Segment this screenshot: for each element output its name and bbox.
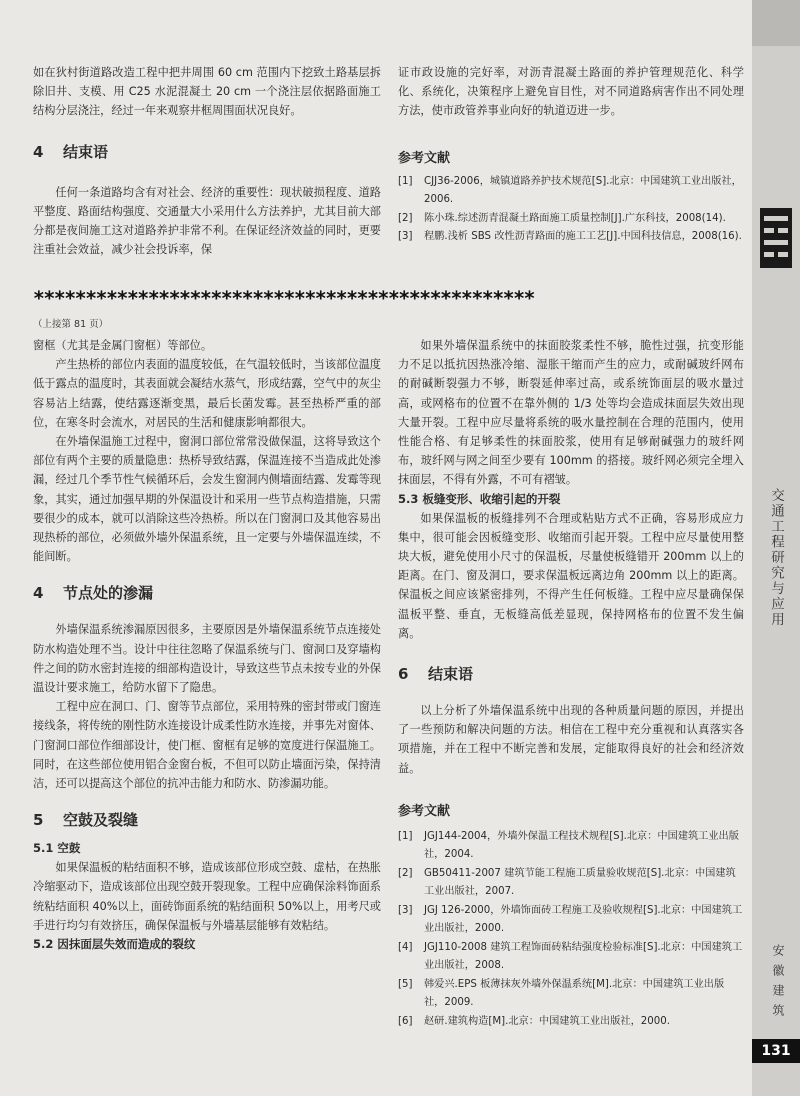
body-paragraph: 证市政设施的完好率，对沥青混凝土路面的养护管理规范化、科学化、系统化，决策程序上避免盲目性，对不同道路病害作出不同处理方法，使市政管养事业向好的轨道迈进一步。: [398, 66, 744, 118]
references-list: [398, 828, 744, 1032]
reference-index: [3]: [398, 231, 413, 243]
reference-text: 陈小珠.综述沥青混凝土路面施工质量控制[J].广东科技，2008(14).: [424, 212, 726, 224]
references-heading: 参考文献: [398, 150, 451, 166]
section-heading: [398, 663, 744, 685]
section-title: 结束语: [428, 665, 474, 684]
body-paragraph: 产生热桥的部位内表面的温度较低，在气温较低时，当该部位温度低于露点的温度时，其表面就会凝结水蒸气，形成结露，空气中的灰尘容易沾上结露，使结露逐渐变黑，最后长菌发霉。甚至热桥严重的部位，在寒冬时会流水，对居民的生活和健康影响都很大。: [33, 358, 381, 429]
upper-left-column: [33, 63, 381, 259]
section-heading: [33, 582, 381, 604]
reference-index: [5]: [398, 978, 413, 990]
body-paragraph: 如果保温板的板缝排列不合理或粘贴方式不正确，容易形成应力集中，很可能会因板缝变形、收缩而引起开裂。工程中应尽量使用整块大板，避免使用小尺寸的保温板，尽量使板缝错开 200mm 以上的距离。在门、窗及洞口，要求保温板远离边角 200mm 以上的距离。保温板之间应该紧密排列，不得产生任何板缝。工程中应尽量确保保温板平整、垂直，无板缝高低差显现，保持网格布的位置不发生偏离。: [398, 511, 744, 640]
section-number: 4: [33, 142, 44, 161]
reference-index: [6]: [398, 1015, 413, 1027]
section-title: 节点处的渗漏: [63, 584, 154, 603]
reference-item: [398, 865, 744, 902]
reference-text: 程鹏.浅析 SBS 改性沥青路面的施工工艺[J].中国科技信息，2008(16).: [424, 231, 742, 243]
reference-item: [398, 902, 744, 939]
body-paragraph: 任何一条道路均含有对社会、经济的重要性：现状破损程度、道路平整度、路面结构强度、交通量大小采用什么方法养护，尤其目前大部分都是夜间施工这对道路养护非常不利。在保证经济效益的同时，更要注重社会效益，减少社会投诉率，保: [33, 185, 381, 257]
intro-paragraph: 如在狄村街道路改造工程中把井周围 60 cm 范围内下挖致土路基层拆除旧井、支模、用 C25 水泥混凝土 20 cm 一个浇注层依据路面施工结构分层浇注，经过一年来观察井框周围面状况良好。: [33, 66, 381, 118]
reference-text: 赵研.建筑构造[M].北京：中国建筑工业出版社，2000.: [424, 1015, 670, 1027]
references-heading: 参考文献: [398, 803, 451, 819]
section-heading: [33, 809, 381, 831]
subsection-heading: 5.1 空鼓: [33, 841, 81, 856]
body-paragraph: 工程中应在洞口、门、窗等节点部位，采用特殊的密封带或门窗连接线条，将传统的刚性防水连接设计成柔性防水连接，并事先对窗体、门窗洞口部位作细部设计，使门框、窗框有足够的宽度进行保温施工。同时，在这些部位使用铝合金窗台板，不但可以防止墙面污染，保持清洁，还可以提高这个部位的抗冲击能力和防水、防渗漏功能。: [33, 700, 381, 791]
section-number: 5: [33, 811, 44, 830]
reference-index: [2]: [398, 867, 413, 879]
continuation-note: （上接第 81 页）: [33, 319, 109, 330]
reference-item: [398, 828, 744, 865]
sidebar: [752, 0, 800, 1096]
body-paragraph: 如果外墙保温系统中的抹面胶浆柔性不够，脆性过强，抗变形能力不足以抵抗因热涨冷缩、湿胀干缩而产生的应力，或耐碱玻纤网布的耐碱断裂强力不够，断裂延伸率过高，或系统饰面层的吸水量过高，或网格布的位置不在靠外侧的 1/3 处等均会造成抹面层失效出现大量开裂。工程中应尽量将系统的吸水量控制在合理的范围内，使用性能合格、有足够柔性的抹面胶浆，使用有足够耐碱强力的玻纤网布，玻纤网与网之间至少要有 100mm 的搭接。玻纤网必须完全埋入抹面层，不得有外露，不可有褶皱。: [398, 339, 744, 487]
reference-text: 韩爱兴.EPS 板薄抹灰外墙外保温系统[M].北京：中国建筑工业出版社，2009.: [424, 978, 725, 1009]
subsection-heading: 5.2 因抹面层失效而造成的裂纹: [33, 937, 196, 952]
upper-right-column: [398, 63, 744, 247]
section-number: 6: [398, 665, 409, 684]
body-paragraph: 在外墙保温施工过程中，窗洞口部位常常没做保温，这将导致这个部位有两个主要的质量隐患：热桥导致结露，保温连接不当造成此处渗漏，经过几个季节性气候循环后，会发生窗洞内侧墙面结露、发霉等现象，其实，通过加强早期的外保温设计和采用一些节点构造措施，只需要很少的成本，就可以消除这些冷热桥。所以在门窗洞口及其他容易出现热桥的部位，必须做外墙外保温系统，且一定要与外墙保温连续，不能间断。: [33, 435, 381, 564]
body-paragraph: 窗框（尤其是金属门窗框）等部位。: [33, 339, 213, 352]
reference-item: [398, 939, 744, 976]
references-list: [398, 173, 744, 247]
reference-item: [398, 210, 744, 229]
section-heading: [33, 141, 381, 163]
reference-text: JGJ110-2008 建筑工程饰面砖粘结强度检验标准[S].北京：中国建筑工业出版社，2008.: [424, 941, 743, 972]
reference-text: CJJ36-2006，城镇道路养护技术规范[S].北京：中国建筑工业出版社，2006.: [424, 175, 742, 206]
region-label: 安徽建筑: [771, 944, 785, 1024]
page-number: 131: [752, 1039, 800, 1063]
reference-item: [398, 976, 744, 1013]
star-divider: ************************************************: [33, 287, 535, 310]
reference-index: [1]: [398, 175, 413, 187]
reference-text: JGJ144-2004，外墙外保温工程技术规程[S].北京：中国建筑工业出版社，2004.: [424, 830, 739, 861]
reference-item: [398, 173, 744, 210]
reference-item: [398, 228, 744, 247]
sidebar-top-band: [752, 0, 800, 46]
body-paragraph: 如果保温板的粘结面积不够，造成该部位形成空鼓、虚枯，在热胀冷缩驱动下，造成该部位出现空鼓开裂现象。工程中应确保涂料饰面系统粘结面积 40%以上，面砖饰面系统的粘结面积 50%以上，用考尺或手进行均匀有效挤压，确保保温板与外墙基层能够有效粘结。: [33, 861, 381, 932]
reference-text: JGJ 126-2000，外墙饰面砖工程施工及验收规程[S].北京：中国建筑工业出版社，2000.: [424, 904, 743, 935]
lower-left-column: [33, 336, 381, 954]
body-paragraph: 以上分析了外墙保温系统中出现的各种质量问题的原因，并提出了一些预防和解决问题的方法。相信在工程中充分重视和认真落实各项措施，并在工程中不断完善和发展，定能取得良好的社会和经济效益。: [398, 704, 744, 775]
body-paragraph: 外墙保温系统渗漏原因很多，主要原因是外墙保温系统节点连接处防水构造处理不当。设计中往往忽略了保温系统与门、窗洞口及穿墙构件之间的防水密封连接的细部构造设计，导致这些节点未按专业的外保温设计要求施工，给防水留下了隐患。: [33, 623, 381, 695]
lower-right-column: [398, 336, 744, 1031]
section-deco-icon: [760, 208, 792, 268]
reference-index: [4]: [398, 941, 413, 953]
reference-index: [1]: [398, 830, 413, 842]
reference-index: [2]: [398, 212, 413, 224]
section-title: 空鼓及裂缝: [63, 811, 139, 830]
section-number: 4: [33, 584, 44, 603]
reference-item: [398, 1013, 744, 1032]
reference-index: [3]: [398, 904, 413, 916]
reference-text: GB50411-2007 建筑节能工程施工质量验收规范[S].北京：中国建筑工业出版社，2007.: [424, 867, 736, 898]
section-title: 结束语: [63, 142, 109, 161]
journal-column-label: 交通工程研究与应用: [768, 488, 784, 628]
subsection-heading: 5.3 板缝变形、收缩引起的开裂: [398, 491, 561, 506]
